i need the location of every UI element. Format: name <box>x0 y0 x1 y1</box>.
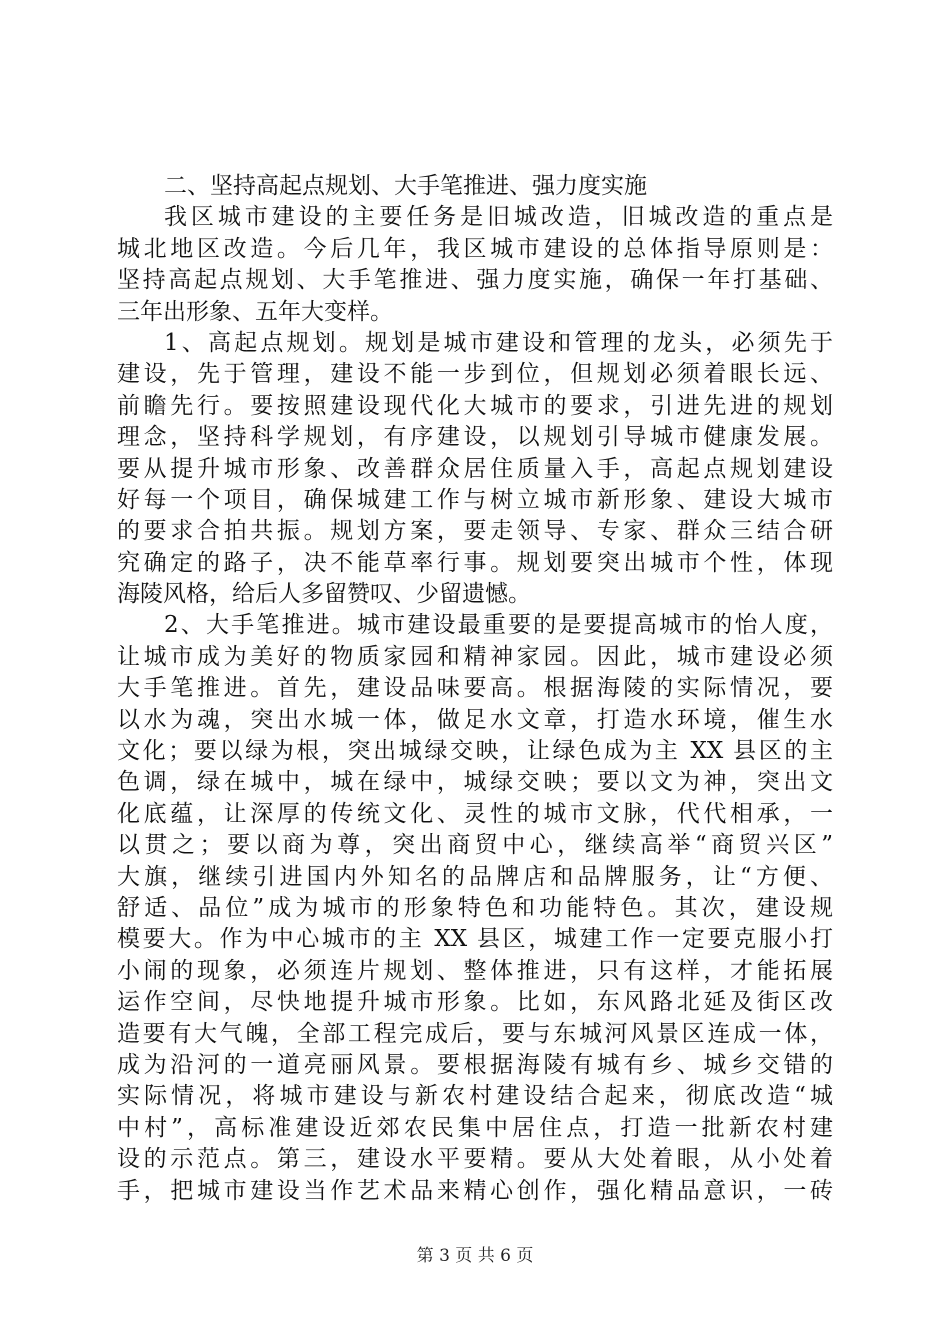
text-line: 二、坚持高起点规划、大手笔推进、强力度实施 <box>164 173 647 199</box>
text-line: 三年出形象、五年大变样。 <box>117 298 393 325</box>
text-line: 中村”，高标准建设近郊农民集中居住点，打造一批新农村建 <box>117 1114 833 1141</box>
text-line: 手，把城市建设当作艺术品来精心创作，强化精品意识，一砖 <box>117 1177 833 1204</box>
text-line: 成为沿河的一道亮丽风景。要根据海陵有城有乡、城乡交错的 <box>117 1051 833 1078</box>
text-line: 造要有大气魄，全部工程完成后，要与东城河风景区连成一体， <box>117 1020 833 1047</box>
text-line: 化底蕴，让深厚的传统文化、灵性的城市文脉，代代相承，一 <box>117 800 833 827</box>
text-line: 大手笔推进。首先，建设品味要高。根据海陵的实际情况，要 <box>117 675 833 702</box>
text-line: 前瞻先行。要按照建设现代化大城市的要求，引进先进的规划 <box>117 392 833 419</box>
text-line: 小闹的现象，必须连片规划、整体推进，只有这样，才能拓展 <box>117 957 833 984</box>
text-line: 大旗，继续引进国内外知名的品牌店和品牌服务，让“方便、 <box>117 863 833 890</box>
text-line: 究确定的路子，决不能草率行事。规划要突出城市个性，体现 <box>117 549 833 576</box>
text-line: 以贯之；要以商为尊，突出商贸中心，继续高举“商贸兴区” <box>117 832 833 859</box>
text-line: 理念，坚持科学规划，有序建设，以规划引导城市健康发展。 <box>117 424 833 451</box>
text-line: 要从提升城市形象、改善群众居住质量入手，高起点规划建设 <box>117 455 833 482</box>
text-line: 坚持高起点规划、大手笔推进、强力度实施，确保一年打基础、 <box>117 267 833 294</box>
text-line: 海陵风格，给后人多留赞叹、少留遗憾。 <box>117 581 531 608</box>
text-line: 的要求合拍共振。规划方案，要走领导、专家、群众三结合研 <box>117 518 833 545</box>
text-line: 建设，先于管理，建设不能一步到位，但规划必须着眼长远、 <box>117 361 833 388</box>
document-body <box>117 171 833 1207</box>
text-line: 让城市成为美好的物质家园和精神家园。因此，城市建设必须 <box>117 643 833 670</box>
text-line: 舒适、品位”成为城市的形象特色和功能特色。其次，建设规 <box>117 894 833 921</box>
text-line: 模要大。作为中心城市的主 XX 县区，城建工作一定要克服小打 <box>117 926 833 953</box>
text-line: 2、大手笔推进。城市建设最重要的是要提高城市的怡人度， <box>164 612 833 639</box>
page-footer: 第 3 页 共 6 页 <box>416 1246 534 1266</box>
text-line: 文化；要以绿为根，突出城绿交映，让绿色成为主 XX 县区的主 <box>117 738 833 765</box>
text-line: 设的示范点。第三，建设水平要精。要从大处着眼，从小处着 <box>117 1146 833 1173</box>
text-line: 以水为魂，突出水城一体，做足水文章，打造水环境，催生水 <box>117 706 833 733</box>
text-line: 好每一个项目，确保城建工作与树立城市新形象、建设大城市 <box>117 486 833 513</box>
text-line: 运作空间，尽快地提升城市形象。比如，东风路北延及街区改 <box>117 989 833 1016</box>
text-line: 1、高起点规划。规划是城市建设和管理的龙头，必须先于 <box>164 329 833 356</box>
text-line: 城北地区改造。今后几年，我区城市建设的总体指导原则是： <box>117 235 833 262</box>
text-line: 我区城市建设的主要任务是旧城改造，旧城改造的重点是 <box>164 204 833 231</box>
text-line: 色调，绿在城中，城在绿中，城绿交映；要以文为神，突出文 <box>117 769 833 796</box>
text-line: 实际情况，将城市建设与新农村建设结合起来，彻底改造“城 <box>117 1083 833 1110</box>
